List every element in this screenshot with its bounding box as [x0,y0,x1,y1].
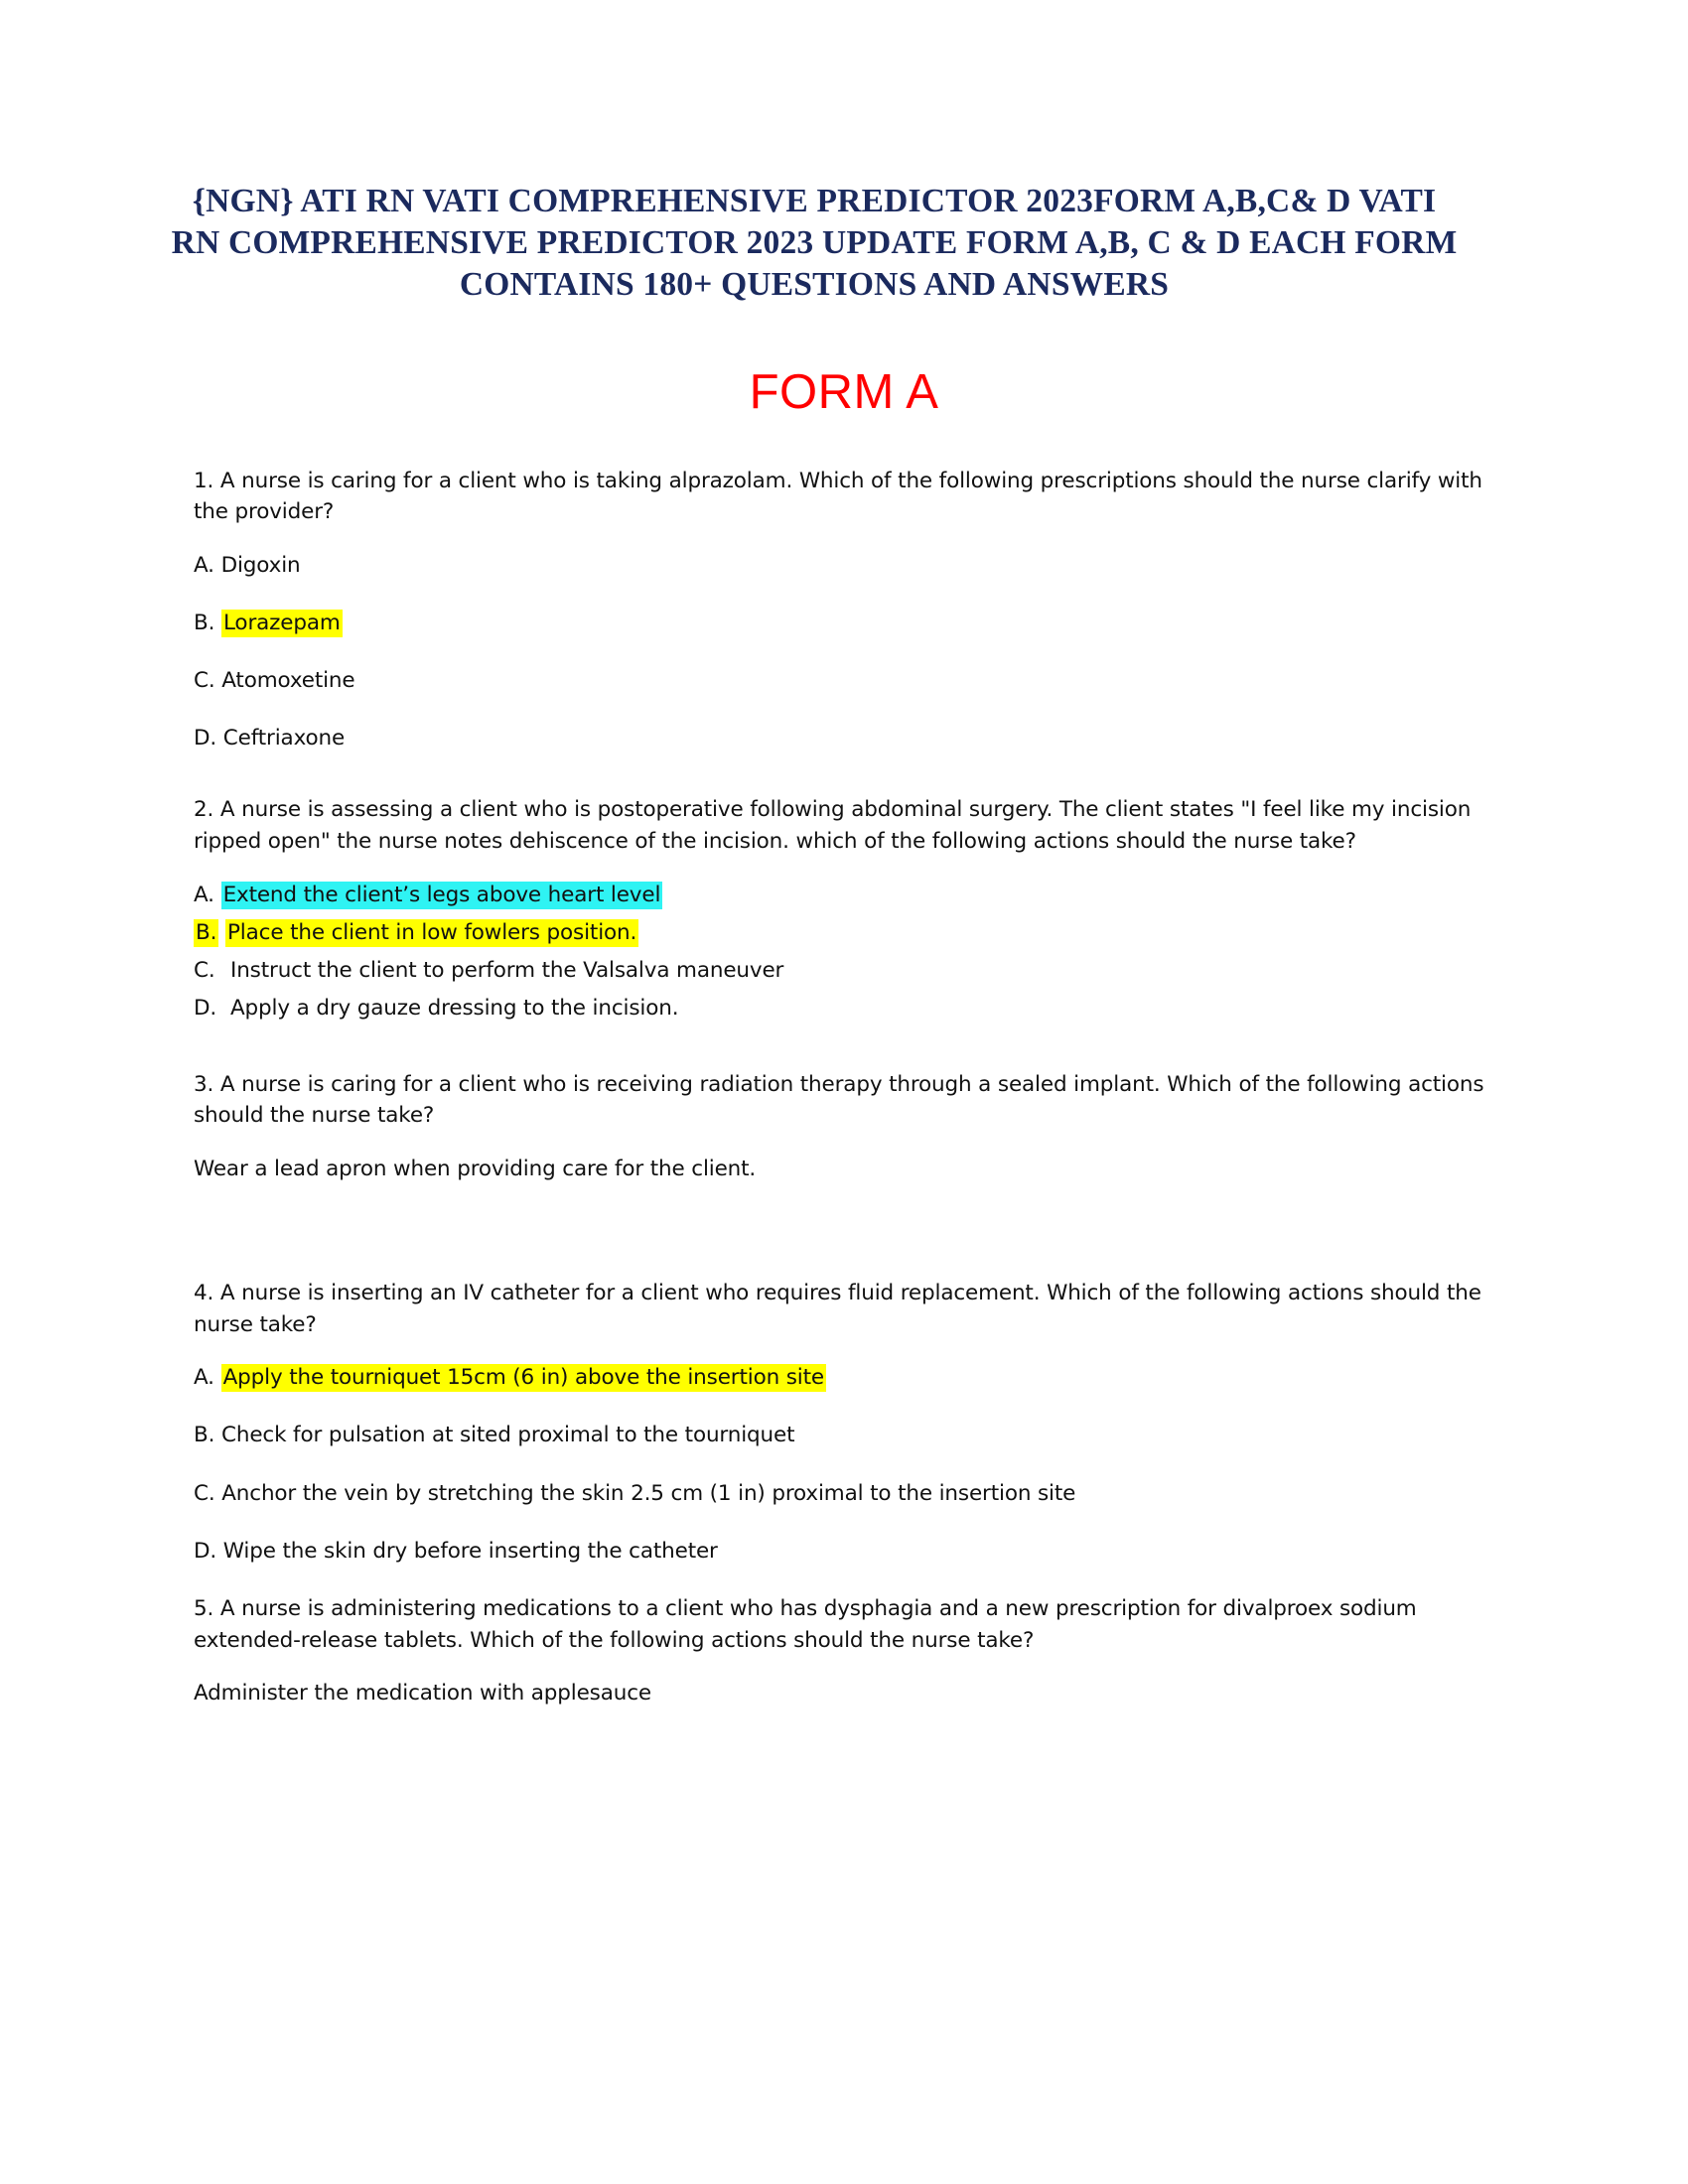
answer-option [194,917,1499,949]
option-label: C. [194,668,215,694]
option-label: C. [194,1480,215,1506]
answer-option [194,665,1499,696]
form-heading: FORM A [749,364,939,419]
page-title: {NGN} ATI RN VATI COMPREHENSIVE PREDICTOR 2023FORM A,B,C& D VATI RN COMPREHENSIVE PREDICTOR 2023 UPDATE FORM A,B, C & D EACH FORM CONTAINS 180+ QUESTIONS AND ANSWERS [171,183,1458,304]
option-label: B. [194,1423,215,1448]
option-label: A. [194,1365,214,1391]
question-stem: 3. A nurse is caring for a client who is receiving radiation therapy through a sealed implant. Which of the following actions should the nurse take? [194,1071,1484,1129]
option-text: Wipe the skin dry before inserting the catheter [222,1538,718,1564]
option-label: D. [194,996,217,1022]
option-text-highlighted: Extend the client’s legs above heart level [222,882,661,907]
option-label: D. [194,1538,217,1564]
answer-option [194,955,1499,987]
question-stem: 4. A nurse is inserting an IV catheter for a client who requires fluid replacement. Which of the following actions should the nurse take? [194,1281,1481,1337]
option-text: Apply a dry gauze dressing to the incision. [230,996,679,1022]
answer-option [194,993,1499,1024]
question-stem: 5. A nurse is administering medications to a client who has dysphagia and a new prescription for divalproex sodium extended-release tablets. Which of the following actions should the nurse take? [194,1595,1417,1653]
answer-option [194,1420,1499,1450]
option-label: B. [194,610,215,635]
question-answer: Wear a lead apron when providing care for the client. [194,1156,757,1181]
answer-option [194,1478,1499,1509]
answer-option [194,880,1499,911]
question-stem: 1. A nurse is caring for a client who is taking alprazolam. Which of the following prescriptions should the nurse clarify with the provider? [194,468,1482,525]
option-label: A. [194,552,214,578]
option-label: A. [194,882,214,907]
answer-option [194,1536,1499,1567]
answer-option [194,723,1499,753]
option-text: Anchor the vein by stretching the skin 2.5 cm (1 in) proximal to the insertion site [221,1480,1076,1506]
option-text-highlighted: Place the client in low fowlers position. [226,919,637,945]
document-body [0,420,1688,1709]
question-answer: Administer the medication with applesauce [194,1681,651,1706]
option-text: Ceftriaxone [222,726,346,751]
answer-option [194,608,1499,638]
option-text: Instruct the client to perform the Valsalva maneuver [230,958,784,984]
option-text: Check for pulsation at sited proximal to the tourniquet [220,1423,795,1448]
option-text: Digoxin [220,552,301,578]
question-stem: 2. A nurse is assessing a client who is postoperative following abdominal surgery. The client states "I feel like my incision ripped open" the nurse notes dehiscence of the incision. which of the following actions should the nurse take? [194,797,1472,855]
option-label: D. [194,726,217,751]
answer-option [194,1362,1499,1393]
option-label: C. [194,958,215,984]
option-text: Atomoxetine [221,668,355,694]
option-text-highlighted: Apply the tourniquet 15cm (6 in) above the insertion site [222,1365,824,1391]
option-label-highlighted: B. [196,919,217,945]
answer-option [194,550,1499,581]
option-text-highlighted: Lorazepam [222,610,341,635]
